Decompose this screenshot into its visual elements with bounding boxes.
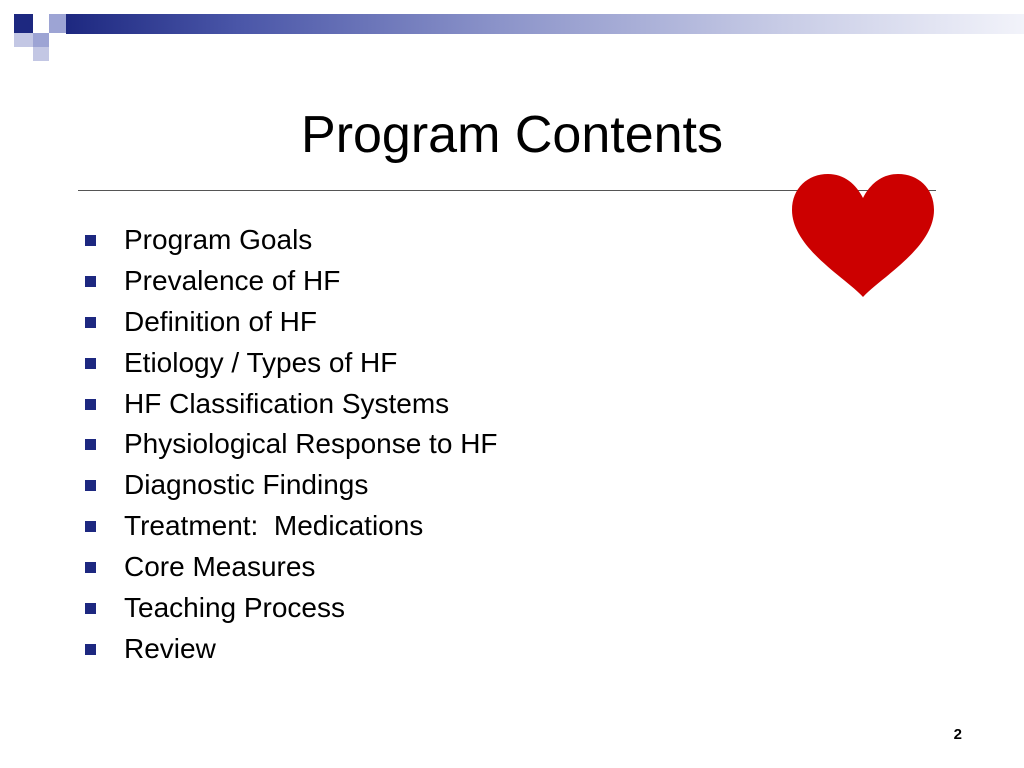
list-item-text: Treatment: Medications xyxy=(124,510,424,542)
square-bullet-icon xyxy=(85,317,96,328)
decor-square xyxy=(14,33,33,47)
list-item-text: Prevalence of HF xyxy=(124,264,341,296)
list-item-text: Etiology / Types of HF xyxy=(124,346,398,378)
decor-square xyxy=(0,0,14,14)
square-bullet-icon xyxy=(85,603,96,614)
decor-square xyxy=(33,47,49,61)
square-bullet-icon xyxy=(85,439,96,450)
page-number: 2 xyxy=(953,726,962,743)
square-bullet-icon xyxy=(85,358,96,369)
list-item-text: Teaching Process xyxy=(124,592,346,624)
square-bullet-icon xyxy=(85,480,96,491)
square-bullet-icon xyxy=(85,399,96,410)
list-item-text: Core Measures xyxy=(124,551,316,583)
square-bullet-icon xyxy=(85,562,96,573)
list-item-text: Definition of HF xyxy=(124,305,317,337)
decor-square xyxy=(33,33,49,47)
decor-square xyxy=(33,14,49,33)
decor-banner xyxy=(66,14,1024,34)
square-bullet-icon xyxy=(85,521,96,532)
list-item-text: Physiological Response to HF xyxy=(124,428,498,460)
decor-square xyxy=(14,14,33,33)
list-item-text: Diagnostic Findings xyxy=(124,469,369,501)
square-bullet-icon xyxy=(85,235,96,246)
heart-icon xyxy=(786,170,940,302)
list-item-text: HF Classification Systems xyxy=(124,387,450,419)
list-item-text: Program Goals xyxy=(124,224,313,255)
list-item-text: Review xyxy=(124,632,216,664)
slide-title: Program Contents xyxy=(301,106,723,164)
square-bullet-icon xyxy=(85,276,96,287)
decor-square xyxy=(49,14,66,33)
square-bullet-icon xyxy=(85,644,96,655)
